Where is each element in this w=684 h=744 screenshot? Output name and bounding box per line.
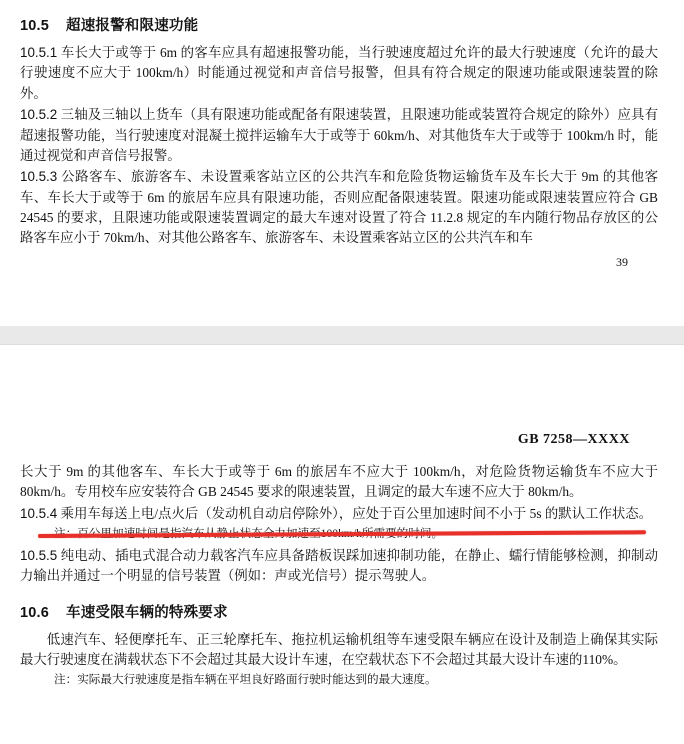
clause-10-5-2 [20,105,658,166]
paragraph-10-6: 低速汽车、轻便摩托车、正三轮摩托车、拖拉机运输机组等车速受限车辆应在设计及制造上确保其实际最大行驶速度在满载状态下不会超过其最大设计车速，在空载状态下不会超过其最大设计车速的110%。 [20,631,658,668]
section-title: 车速受限车辆的特殊要求 [66,604,228,621]
note-max-speed [20,672,658,689]
section-heading-10-5 [20,14,658,35]
clause-number: 10.5.5 [20,547,58,563]
page-number: 39 [616,254,628,269]
clause-text: 纯电动、插电式混合动力载客汽车应具备踏板误踩加速抑制功能，在静止、蠕行情能够检测，抑制动力输出并通过一个明显的信号装置（例如：声或光信号）提示驾驶人。 [20,547,658,584]
clause-number: 10.5.2 [20,107,58,123]
clause-text: 乘用车每送上电/点火后（发动机自动启停除外），应处于百公里加速时间不小于 5s 的默认工作状态。 [60,505,653,521]
section-number: 10.6 [20,604,50,621]
clause-10-5-5 [20,546,658,587]
section-heading-10-6 [20,601,658,622]
clause-10-5-4 [20,504,658,524]
page-top-border [0,344,684,345]
clause-continuation: 长大于 9m 的其他客车、车长大于或等于 6m 的旅居车不应大于 100km/h，对危险货物运输货车不应大于 80km/h。专用校车应安装符合 GB 24545 要求的限速装置，且调定的最大车速不应大于 80km/h。 [20,464,658,500]
page-separator [0,326,684,344]
clause-text: 车长大于或等于 6m 的客车应具有超速报警功能，当行驶速度超过允许的最大行驶速度（允许的最大行驶速度不应大于 100km/h）时能通过视觉和声音信号报警，但具有符合规定的限速功能或限速装置的除外。 [20,45,658,101]
section-title: 超速报警和限速功能 [66,18,199,34]
clause-10-5-1 [20,43,658,104]
section-number: 10.5 [20,18,50,34]
clause-number: 10.5.1 [20,45,58,60]
page-fragment-top [0,0,684,326]
standard-code: GB 7258—XXXX [517,432,630,447]
note-text: 注：实际最大行驶速度是指车辆在平坦良好路面行驶时能达到的最大速度。 [54,673,437,687]
clause-text: 公路客车、旅游客车、未设置乘客站立区的公共汽车和危险货物运输货车及车长大于 9m 的其他客车、车长大于或等于 6m 的旅居车应具有限速功能，否则应配备限速装置。限速功能或限速装置应符合 GB 24545 的要求，且限速功能或限速装置调定的最大车速对设置了符合 11.2.8 规定的车内随行物品存放区的公路客车应小于 70km/h、对其他公路客车、旅游客车、未设置乘客站立区的公共汽车和车 [20,169,658,246]
highlighted-clause-block [20,504,658,524]
page-fragment-bottom [0,344,684,744]
clause-number: 10.5.3 [20,169,58,185]
clause-10-5-3 [20,167,658,249]
clause-number: 10.5.4 [20,505,58,521]
clause-text: 三轴及三轴以上货车（具有限速功能或配备有限速装置，且限速功能或装置符合规定的除外）应具有超速报警功能，当行驶速度对混凝土搅拌运输车大于或等于 60km/h、对其他货车大于或等于 100km/h 时，能通过视觉和声音信号报警。 [20,107,658,163]
